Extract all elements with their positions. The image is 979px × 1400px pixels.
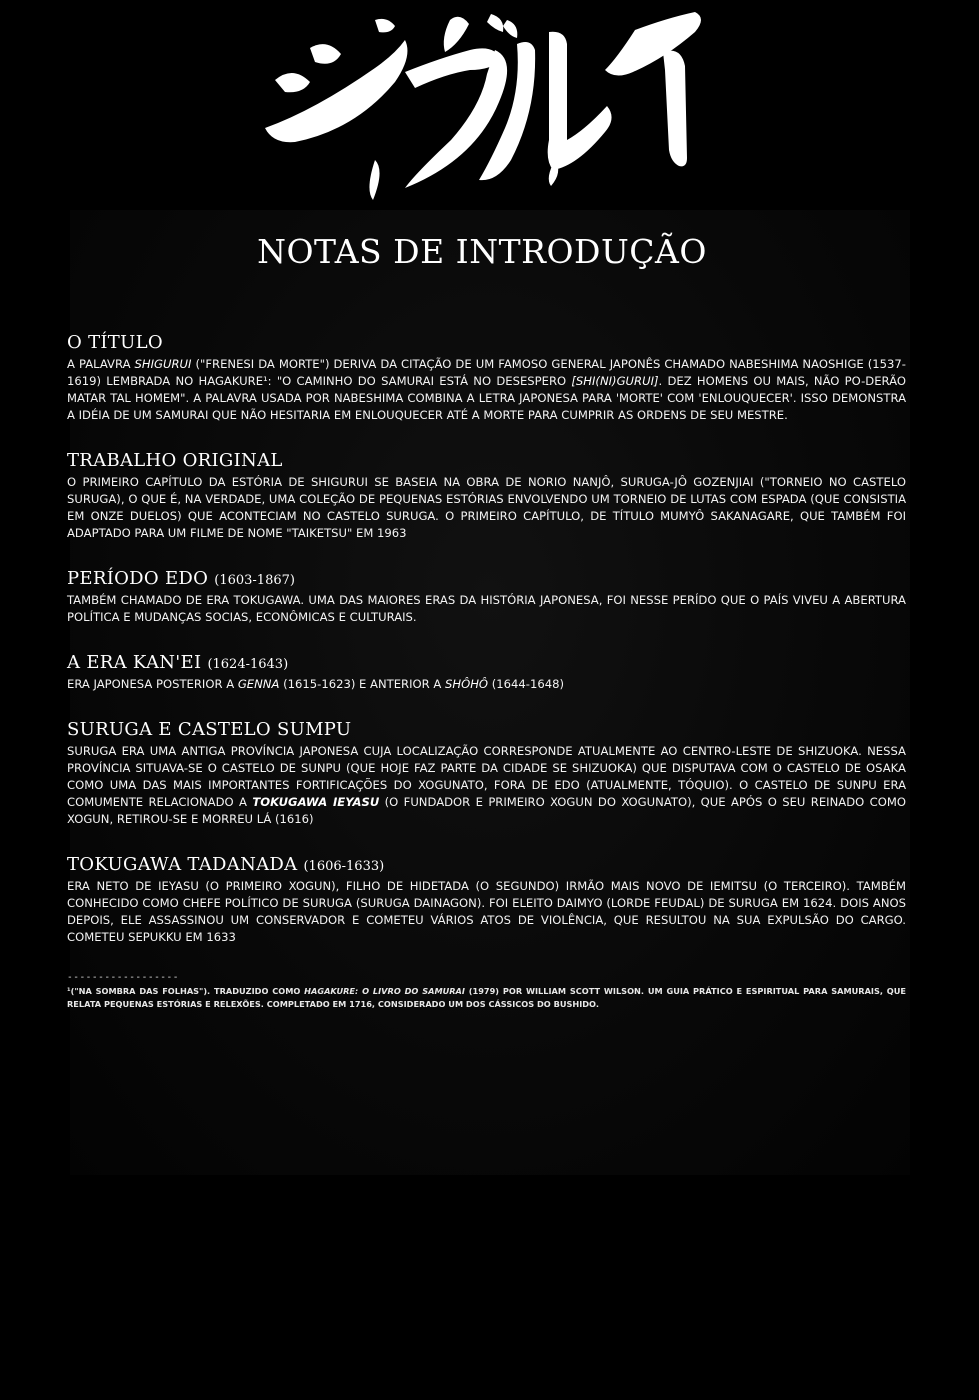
section-heading: SURUGA E CASTELO SUMPU xyxy=(67,719,352,740)
section-body xyxy=(67,878,906,946)
text-run: ERA NETO DE IEYASU (O PRIMEIRO XOGUN), FILHO DE HIDETADA (O SEGUNDO) IRMÃO MAIS NOVO DE IEMITSU (O TERCEIRO). TAMBÉM CONHECIDO COMO CHEFE POLÍTICO DE SURUGA (SURUGA DAINAGON). FOI ELEITO DAIMYO (LORDE FEUDAL) DE SURUGA EM 1624. DOIS ANOS DEPOIS, ELE ASSASSINOU UM CONSERVADOR E COMETEU VÁRIOS ATOS DE VIOLÊNCIA, QUE RESULTOU NA SUA EXPULSÃO DO CARGO. COMETEU SEPUKKU EM 1633 xyxy=(67,879,906,944)
emphasized-text: HAGAKURE: O LIVRO DO SAMURAI xyxy=(304,986,465,996)
section-body xyxy=(67,676,906,693)
text-run: ERA JAPONESA POSTERIOR A xyxy=(67,677,238,691)
emphasized-text: GENNA xyxy=(237,677,280,691)
text-run: TAMBÉM CHAMADO DE ERA TOKUGAWA. UMA DAS MAIORES ERAS DA HISTÓRIA JAPONESA, FOI NESSE PERÍDO QUE O PAÍS VIVEU A ABERTURA POLÍTICA E MUDANÇAS SOCIAS, ECONÔMICAS E CULTURAIS. xyxy=(67,593,906,624)
text-run: ¹("NA SOMBRA DAS FOLHAS"). TRADUZIDO COMO xyxy=(67,986,305,996)
emphasized-text: SHÔHÔ xyxy=(445,677,489,691)
section-body xyxy=(67,592,906,626)
section-trabalho-original xyxy=(67,450,906,542)
text-run: ("FRENESI DA MORTE") DERIVA DA CITAÇÃO DE UM FAMOSO GENERAL JAPONÊS CHAMADO NABESHIMA NAOSHIGE (1537-1619) LEMBRADA NO HAGAKURE¹: "O CAMINHO DO SAMURAI ESTÁ NO DESESPERO xyxy=(67,357,906,388)
emphasized-text: [SHI(NI)GURUI] xyxy=(571,374,659,388)
section-heading: TRABALHO ORIGINAL xyxy=(67,450,283,471)
section-heading: O TÍTULO xyxy=(67,332,163,353)
page-title: NOTAS DE INTRODUÇÃO xyxy=(257,232,707,271)
section-body xyxy=(67,743,906,828)
section-heading: PERÍODO EDO (1603-1867) xyxy=(67,568,295,589)
text-run: SURUGA ERA UMA ANTIGA PROVÍNCIA JAPONESA CUJA LOCALIZAÇÃO CORRESPONDE ATUALMENTE AO CENTRO-LESTE DE SHIZUOKA. NESSA PROVÍNCIA SITUAVA-SE O CASTELO DE SUNPU (QUE HOJE FAZ PARTE DA CIDADE SE SHIZUOKA) QUE DISPUTAVA COM O CASTELO DE OSAKA COMO UMA DAS MAIS IMPORTANTES FORTIFICAÇÕES DO XOGUNATO, FORA DE EDO (ATUALMENTE, TÓQUIO). O CASTELO DE SUNPU ERA COMUMENTE RELACIONADO A xyxy=(67,744,906,809)
text-run: A PALAVRA xyxy=(67,357,135,371)
section-heading: TOKUGAWA TADANADA (1606-1633) xyxy=(67,854,385,875)
emphasized-text: SHIGURUI xyxy=(134,357,192,371)
footnote xyxy=(67,985,906,1011)
text-run: O PRIMEIRO CAPÍTULO DA ESTÓRIA DE SHIGURUI SE BASEIA NA OBRA DE NORIO NANJÔ, SURUGA-JÔ GOZENJIAI ("TORNEIO NO CASTELO SURUGA), O QUE É, NA VERDADE, UMA COLEÇÃO DE PEQUENAS ESTÓRIAS ENVOLVENDO UM TORNEIO DE LUTAS COM ESPADA (QUE CONSISTIA EM ONZE DUELOS) QUE ACONTECIAM NO CASTELO SURUGA. O PRIMEIRO CAPÍTULO, DE TÍTULO MUMYÔ SAKANAGARE, QUE TAMBÉM FOI ADAPTADO PARA UM FILME DE NOME "TAIKETSU" EM 1963 xyxy=(67,475,906,540)
footnote-divider: ------------------ xyxy=(67,972,179,983)
section-suruga-castelo-sumpu xyxy=(67,719,906,828)
text-run: (1979) POR WILLIAM SCOTT WILSON. UM GUIA PRÁTICO E ESPIRITUAL PARA SAMURAIS, QUE RELATA PEQUENAS ESTÓRIAS E RELEXÕES. COMPLETADO EM 1716, CONSIDERADO UM DOS CÁSSICOS DO BUSHIDO. xyxy=(67,986,906,1009)
text-run: . DEZ HOMENS OU MAIS, NÃO PO-DERÃO MATAR TAL HOMEM". A PALAVRA USADA POR NABESHIMA COMBINA A LETRA JAPONESA PARA 'MORTE' COM 'ENLOUQUECER'. ISSO DEMONSTRA A IDÉIA DE UM SAMURAI QUE NÃO HESITARIA EM ENLOUQUECER ATÉ A MORTE PARA CUMPRIR AS ORDENS DE SEU MESTRE. xyxy=(67,374,906,422)
section-periodo-edo xyxy=(67,568,906,626)
section-heading: A ERA KAN'EI (1624-1643) xyxy=(67,652,289,673)
section-o-titulo xyxy=(67,332,906,424)
section-body xyxy=(67,474,906,542)
section-tokugawa-tadanada xyxy=(67,854,906,946)
text-run: (1615-1623) E ANTERIOR A xyxy=(279,677,446,691)
text-run: (O FUNDADOR E PRIMEIRO XOGUN DO XOGUNATO), QUE APÓS O SEU REINADO COMO XOGUN, RETIROU-SE E MORREU LÁ (1616) xyxy=(67,795,906,826)
notes-content xyxy=(67,332,906,1011)
text-run: (1644-1648) xyxy=(488,677,564,691)
brush-calligraphy-logo xyxy=(255,10,715,205)
section-body xyxy=(67,356,906,424)
section-era-kanei xyxy=(67,652,906,693)
emphasized-text: TOKUGAWA IEYASU xyxy=(252,795,380,809)
